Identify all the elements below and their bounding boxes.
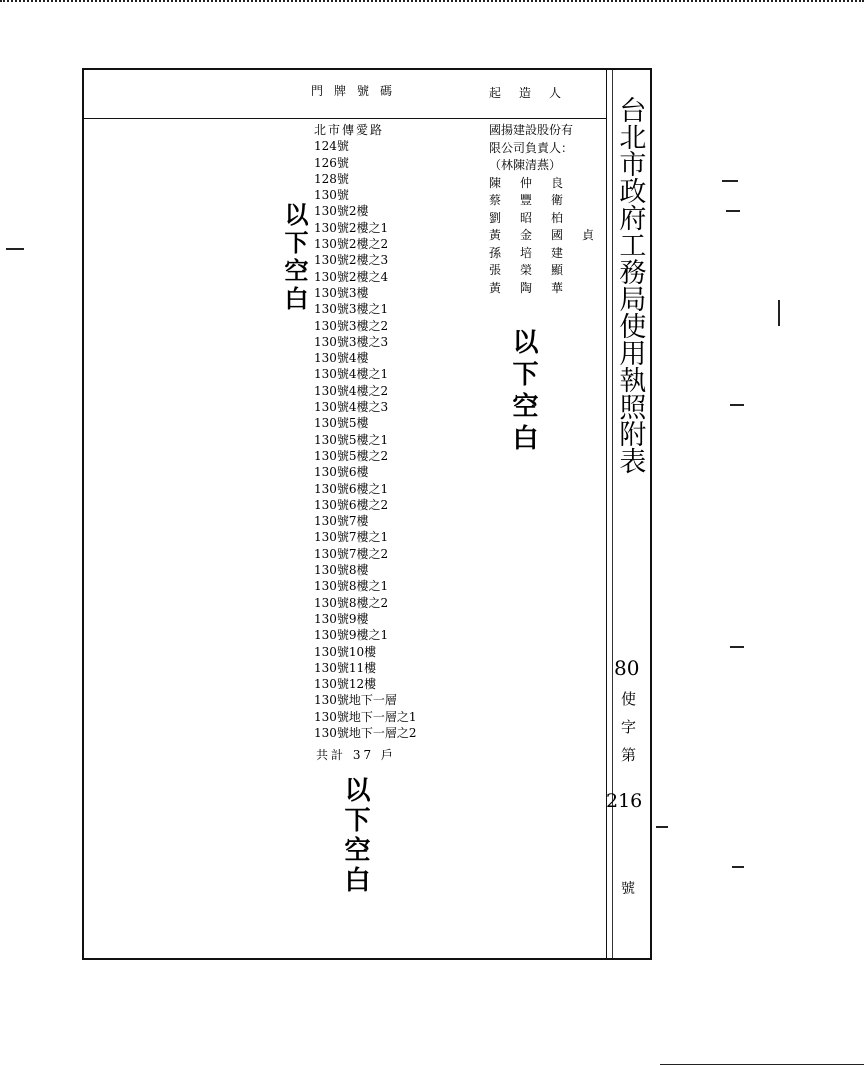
document-table (82, 68, 652, 960)
address-item: 130號4樓之3 (314, 400, 389, 415)
address-item: 126號 (314, 155, 349, 170)
handwritten-blank-mark-left: 以下空白 (280, 202, 308, 314)
address-item: 130號3樓 (314, 285, 369, 300)
scan-speck (722, 180, 738, 182)
address-item: 130號8樓 (314, 563, 369, 578)
address-item: 130號5樓之1 (314, 432, 389, 447)
scan-top-edge (0, 0, 864, 7)
address-item: 130號7樓之1 (314, 530, 389, 545)
address-item: 130號12樓 (314, 677, 377, 692)
sidebar-license-number: 216 (606, 790, 643, 812)
handwritten-blank-mark-bottom: 以下空白 (340, 776, 370, 896)
address-item: 130號6樓 (314, 465, 369, 480)
address-item: 130號3樓之3 (314, 334, 389, 349)
party-item: 陳仲良 (489, 175, 583, 190)
address-item: 130號2樓 (314, 204, 369, 219)
address-item: 130號4樓之1 (314, 367, 389, 382)
address-item: 130號地下一層 (314, 693, 397, 708)
address-item: 130號5樓 (314, 416, 369, 431)
sidebar-char-hao: 號 (621, 881, 635, 897)
address-item: 130號9樓之1 (314, 628, 389, 643)
address-list (314, 122, 417, 741)
address-item: 130號2樓之3 (314, 253, 389, 268)
sidebar-char-shi: 使 (621, 690, 637, 708)
address-item: 130號 (314, 188, 349, 203)
address-item: 130號8樓之2 (314, 595, 389, 610)
party-list (489, 122, 613, 297)
party-item: 張榮顯 (489, 263, 583, 277)
address-item: 130號2樓之4 (314, 269, 389, 284)
header-rule (84, 118, 606, 119)
address-item: 130號7樓之2 (314, 546, 389, 561)
scan-speck (732, 866, 744, 868)
party-item: 黃金國貞 (489, 228, 614, 242)
scan-speck (656, 826, 668, 828)
address-item: 130號6樓之2 (314, 497, 389, 512)
header-party-label: 起造人 (489, 86, 580, 100)
address-item: 130號9樓 (314, 611, 369, 626)
address-item: 130號5樓之2 (314, 448, 389, 463)
address-item: 130號2樓之1 (314, 220, 389, 235)
sidebar-title: 台北市政府工務局使用執照附表 (614, 96, 646, 474)
address-item: 130號11樓 (314, 660, 377, 675)
address-item: 130號6樓之1 (314, 481, 389, 496)
address-item: 130號4樓之2 (314, 383, 389, 398)
scan-speck (730, 646, 744, 648)
party-item: 國揚建設股份有 (489, 123, 574, 137)
scan-speck (726, 210, 740, 212)
scan-bottom-rule (660, 1064, 864, 1065)
address-item: 130號8樓之1 (314, 579, 389, 594)
header-address-label: 門牌號碼 (311, 84, 404, 98)
address-item: 130號7樓 (314, 514, 369, 529)
scan-speck (778, 300, 780, 326)
address-item: 130號3樓之2 (314, 318, 389, 333)
sidebar-char-di: 第 (621, 746, 637, 764)
scan-speck (6, 248, 24, 250)
sidebar-year: 80 (614, 656, 640, 680)
address-item: 124號 (314, 139, 349, 154)
party-item: 蔡豐衛 (489, 193, 583, 207)
party-item: 限公司負責人： (489, 140, 574, 155)
address-item: 北市傳愛路 (314, 123, 385, 137)
address-item: 130號3樓之1 (314, 302, 389, 317)
party-item: 孫培建 (489, 245, 583, 260)
party-item: 黃陶華 (489, 280, 583, 295)
party-item: （林陳清燕） (489, 158, 562, 172)
address-item: 130號地下一層之2 (314, 725, 417, 740)
sidebar-char-zi: 字 (621, 718, 637, 736)
party-item: 劉昭柏 (489, 210, 583, 225)
address-item: 130號地下一層之1 (314, 709, 417, 724)
address-item: 128號 (314, 171, 349, 186)
address-item: 130號10樓 (314, 644, 377, 659)
address-item: 130號2樓之2 (314, 237, 389, 252)
handwritten-blank-mark-right: 以下空白 (508, 328, 538, 456)
total-units: 共計 37 戶 (316, 748, 396, 762)
address-item: 130號4樓 (314, 351, 369, 366)
scan-speck (730, 404, 744, 406)
